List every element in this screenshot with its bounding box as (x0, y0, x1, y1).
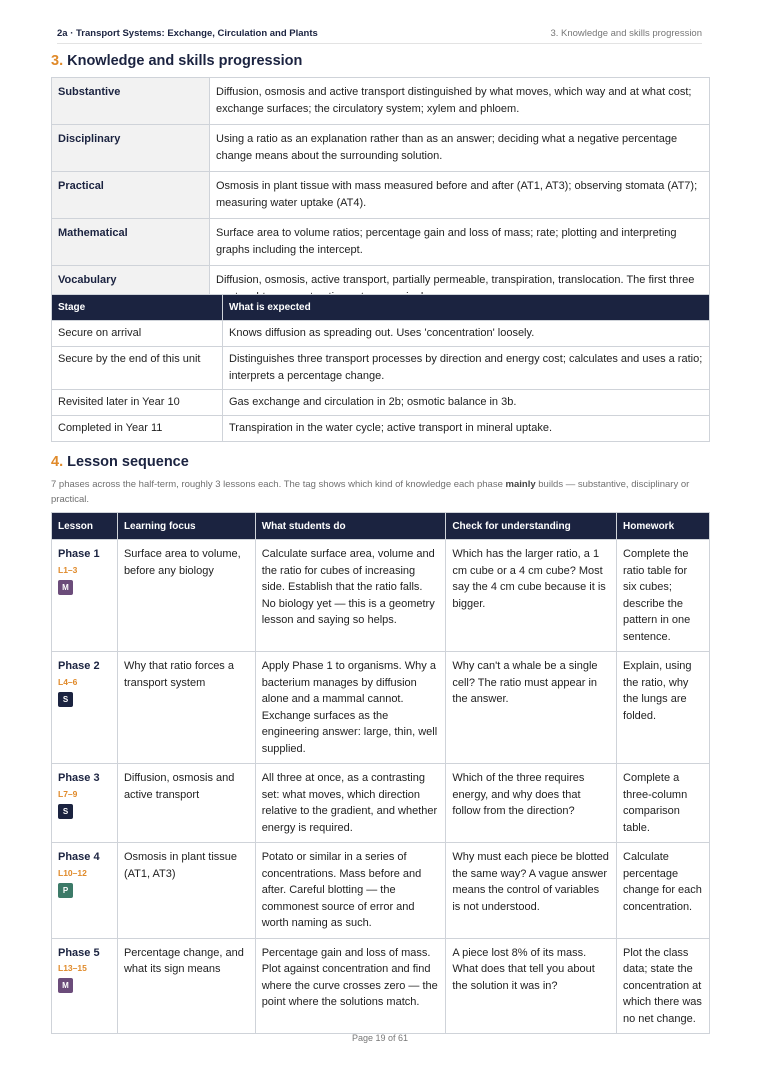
stage-row (52, 321, 710, 347)
lesson-row (52, 764, 710, 843)
stage-header: Stage (52, 295, 223, 321)
lesson-cell (52, 843, 118, 939)
homework: Explain, using the ratio, why the lungs are folded. (617, 652, 710, 764)
homework-header: Homework (617, 513, 710, 540)
lesson-cell (52, 652, 118, 764)
knowledge-row (52, 172, 710, 219)
knowledge-tag-badge: M (58, 978, 73, 993)
page-number: Page 19 of 61 (351, 1033, 409, 1043)
lesson-row (52, 843, 710, 939)
section-title-text: Knowledge and skills progression (67, 53, 303, 69)
phase-lessons: L10–12 (58, 867, 87, 878)
lesson-header: Lesson (52, 513, 118, 540)
knowledge-description: Surface area to volume ratios; percentage gain and loss of mass; rate; plotting and interpreting graphs including the intercept. (210, 219, 710, 266)
homework: Complete the ratio table for six cubes; describe the pattern in one sentence. (617, 540, 710, 652)
knowledge-type-label: Practical (52, 172, 210, 219)
lesson-row (52, 652, 710, 764)
knowledge-row (52, 78, 710, 125)
intro-text-end: builds — substantive, disciplinary or practical. (51, 479, 690, 505)
lesson-row (52, 938, 710, 1034)
activity-header: What students do (255, 513, 446, 540)
phase-name: Phase 2 (58, 660, 100, 672)
knowledge-type-label: Mathematical (52, 219, 210, 266)
knowledge-type-label: Substantive (52, 78, 210, 125)
student-activity: Calculate surface area, volume and the ratio for cubes of increasing side. Establish that the ratio falls. No biology yet — this is a geometry lesson and saying so helps. (255, 540, 446, 652)
phase-lessons: L4–6 (58, 676, 78, 687)
lesson-sequence-intro (51, 477, 711, 507)
stage-expectation: Gas exchange and circulation in 2b; osmotic balance in 3b. (223, 390, 710, 416)
learning-focus: Diffusion, osmosis and active transport (117, 764, 255, 843)
stage-name: Secure on arrival (52, 321, 223, 347)
student-activity: Percentage gain and loss of mass. Plot against concentration and find where the curve crosses zero — the point where the solutions match. (255, 938, 446, 1034)
stage-name: Revisited later in Year 10 (52, 390, 223, 416)
knowledge-tag-badge: P (58, 883, 73, 898)
phase-name: Phase 3 (58, 772, 100, 784)
student-activity: Apply Phase 1 to organisms. Why a bacterium manages by diffusion alone and a mammal cannot. Exchange surfaces as the engineering answer: large, thin, well supplied. (255, 652, 446, 764)
stage-name: Completed in Year 11 (52, 416, 223, 442)
page-header (57, 28, 702, 44)
check-header: Check for understanding (446, 513, 617, 540)
understanding-check: Which has the larger ratio, a 1 cm cube or a 4 cm cube? Most say the 4 cm cube because it is bigger. (446, 540, 617, 652)
lesson-row (52, 540, 710, 652)
knowledge-type-label: Disciplinary (52, 125, 210, 172)
lesson-cell (52, 540, 118, 652)
phase-lessons: L13–15 (58, 963, 87, 973)
stage-name: Secure by the end of this unit (52, 347, 223, 390)
section-number: 3. (51, 53, 64, 69)
knowledge-description: Using a ratio as an explanation rather than as an answer; deciding what a negative percentage change means about the surrounding solution. (210, 125, 710, 172)
understanding-check: Why must each piece be blotted the same way? A vague answer means the control of variables is not understood. (446, 843, 617, 939)
learning-focus: Osmosis in plant tissue (AT1, AT3) (117, 843, 255, 939)
knowledge-description: Diffusion, osmosis, active transport, partially permeable, transpiration, translocation. The first three (210, 266, 710, 313)
focus-header: Learning focus (117, 513, 255, 540)
phase-name: Phase 5 (58, 946, 100, 959)
section-number: 4. (51, 454, 64, 470)
stage-row (52, 347, 710, 390)
intro-text: 7 phases across the half-term, roughly 3 lessons each. The tag shows which kind of knowledge each phase (51, 479, 503, 490)
learning-focus: Percentage change, and what its sign means (117, 938, 255, 1034)
intro-emphasis: mainly (505, 479, 536, 490)
lesson-cell (52, 764, 118, 843)
homework: Complete a three-column comparison table. (617, 764, 710, 843)
knowledge-tag-badge: S (58, 804, 73, 819)
stage-row (52, 416, 710, 442)
knowledge-row (52, 125, 710, 172)
knowledge-type-label: Vocabulary (52, 266, 210, 313)
stage-expectation: Distinguishes three transport processes by direction and energy cost; calculates and uses a ratio; interprets a percentage change. (223, 347, 710, 390)
stage-expectation: Knows diffusion as spreading out. Uses 'concentration' loosely. (223, 321, 710, 347)
understanding-check: Why can't a whale be a single cell? The ratio must appear in the answer. (446, 652, 617, 764)
lesson-cell (52, 938, 118, 1034)
knowledge-tag-badge: S (58, 692, 73, 707)
student-activity: Potato or similar in a series of concentrations. Mass before and after. Careful blotting — the commonest source of error and worth naming as such. (255, 843, 446, 939)
header-unit-title: 2a · Transport Systems: Exchange, Circulation and Plants (57, 28, 318, 39)
knowledge-description: Diffusion, osmosis and active transport distinguished by what moves, which way and at what cost; exchange surfaces; the circulatory system; xylem and phloem. (210, 78, 710, 125)
section-4-heading (51, 454, 189, 470)
knowledge-tag-badge: M (58, 580, 73, 595)
student-activity: All three at once, as a contrasting set: what moves, which direction relative to the gradient, and whether energy is required. (255, 764, 446, 843)
knowledge-table (51, 77, 710, 313)
phase-lessons: L1–3 (58, 564, 78, 575)
knowledge-description: Osmosis in plant tissue with mass measured before and after (AT1, AT3); observing stomata (AT7); measuring water uptake (AT4). (210, 172, 710, 219)
learning-focus: Why that ratio forces a transport system (117, 652, 255, 764)
lesson-table (51, 512, 710, 1034)
stage-table (51, 294, 710, 442)
header-section-title: 3. Knowledge and skills progression (550, 28, 702, 39)
homework: Calculate percentage change for each concentration. (617, 843, 710, 939)
section-title-text: Lesson sequence (67, 454, 189, 470)
stage-expectation: Transpiration in the water cycle; active transport in mineral uptake. (223, 416, 710, 442)
section-3-heading (51, 53, 302, 69)
phase-name: Phase 1 (58, 548, 100, 560)
learning-focus: Surface area to volume, before any biology (117, 540, 255, 652)
understanding-check: Which of the three requires energy, and why does that follow from the direction? (446, 764, 617, 843)
understanding-check: A piece lost 8% of its mass. What does that tell you about the solution it was in? (446, 938, 617, 1034)
knowledge-row (52, 219, 710, 266)
homework: Plot the class data; state the concentration at which there was no net change. (617, 938, 710, 1034)
expected-header: What is expected (223, 295, 710, 321)
stage-row (52, 390, 710, 416)
phase-name: Phase 4 (58, 851, 100, 863)
phase-lessons: L7–9 (58, 788, 78, 799)
